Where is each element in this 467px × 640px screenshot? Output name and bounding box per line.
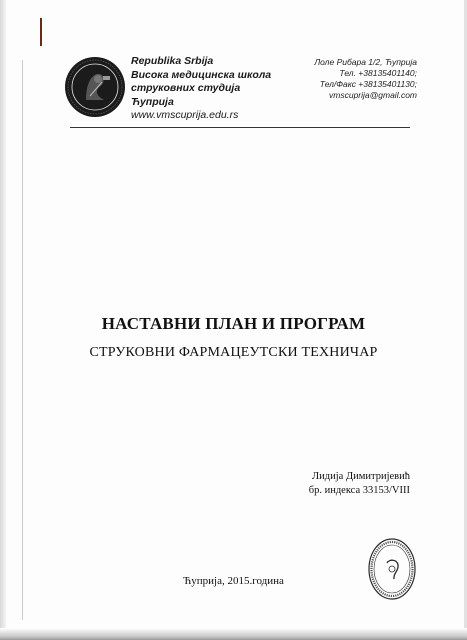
institution-city: Ћуприја xyxy=(131,95,174,108)
author-name: Лидија Димитријевић xyxy=(312,471,410,482)
document-subtitle: СТРУКОВНИ ФАРМАЦЕУТСКИ ТЕХНИЧАР xyxy=(89,345,378,360)
contact-block xyxy=(314,57,417,101)
institution-logo xyxy=(64,56,126,118)
contact-fax: Тел/Факс +38135401130; xyxy=(319,79,417,89)
institution-country: Republika Srbija xyxy=(131,55,214,67)
institution-block xyxy=(131,55,271,123)
binding-line xyxy=(22,60,23,620)
institution-website: www.vmscuprija.edu.rs xyxy=(131,109,239,121)
institution-name: Висока медицинска школа xyxy=(131,68,272,81)
place-date: Ћуприја, 2015.година xyxy=(183,575,284,587)
contact-email: vmscuprija@gmail.com xyxy=(329,90,417,100)
contact-phone: Тел. +38135401140; xyxy=(339,68,417,78)
scan-bottom-edge xyxy=(0,628,467,640)
document-title: НАСТАВНИ ПЛАН И ПРОГРАМ xyxy=(101,314,366,333)
official-stamp xyxy=(367,537,417,601)
contact-address: Лоле Рибара 1/2, Ћуприја xyxy=(314,57,417,67)
author-index: бр. индекса 33153/VIII xyxy=(308,485,410,496)
header-divider xyxy=(70,127,410,128)
author-block xyxy=(309,470,410,498)
institution-name-cont: струковних студија xyxy=(131,82,241,94)
pen-mark xyxy=(40,18,42,46)
